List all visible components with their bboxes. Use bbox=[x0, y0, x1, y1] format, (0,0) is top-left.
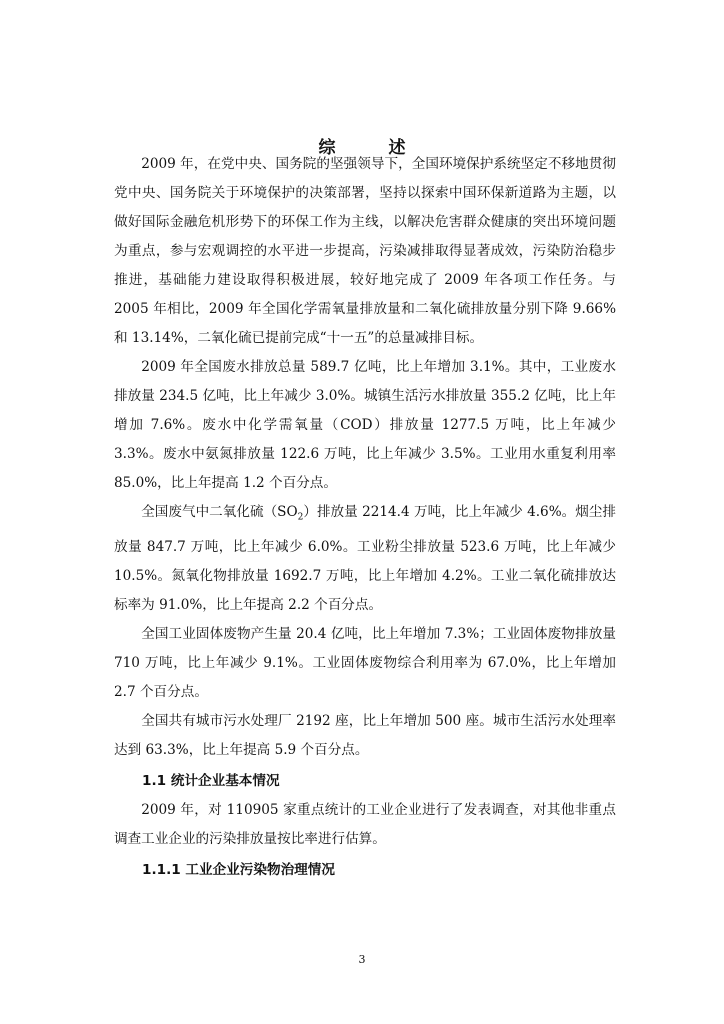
so2-text-before: 全国废气中二氧化硫（SO bbox=[141, 504, 298, 520]
paragraph-solid-waste: 全国工业固体废物产生量 20.4 亿吨，比上年增加 7.3%；工业固体废物排放量 710 万吨，比上年减少 9.1%。工业固体废物综合利用率为 67.0%，比上年增加 2.7 个百分点。 bbox=[114, 625, 616, 700]
paragraph-sewage-plants: 全国共有城市污水处理厂 2192 座，比上年增加 500 座。城市生活污水处理率达到 63.3%，比上年提高 5.9 个百分点。 bbox=[114, 712, 616, 758]
document-body bbox=[114, 150, 616, 885]
section-heading-1-1: 1.1 统计企业基本情况 bbox=[142, 772, 280, 789]
paragraph-waste-gas bbox=[114, 498, 616, 620]
so2-text-after: ）排放量 2214.4 万吨，比上年减少 4.6%。烟尘排放量 847.7 万吨，比上年减少 6.0%。工业粉尘排放量 523.6 万吨，比上年减少 10.5%。氮氧化物排放量 1692.7 万吨，比上年增加 4.2%。工业二氧化硫排放达标率为 91.0%，比上年提高 2.2 个百分点。 bbox=[114, 504, 616, 613]
paragraph-wastewater: 2009 年全国废水排放总量 589.7 亿吨，比上年增加 3.1%。其中，工业废水排放量 234.5 亿吨，比上年减少 3.0%。城镇生活污水排放量 355.2 亿吨，比上年增加 7.6%。废水中化学需氧量（COD）排放量 1277.5 万吨，比上年减少 3.3%。废水中氨氮排放量 122.6 万吨，比上年减少 3.5%。工业用水重复利用率 85.0%，比上年提高 1.2 个百分点。 bbox=[114, 359, 616, 491]
so2-subscript: 2 bbox=[297, 512, 304, 523]
paragraph-survey: 2009 年，对 110905 家重点统计的工业企业进行了发表调查，对其他非重点调查工业企业的污染排放量按比率进行估算。 bbox=[114, 801, 616, 847]
page-number: 3 bbox=[358, 953, 366, 966]
page-title: 综 述 bbox=[318, 138, 424, 158]
section-heading-1-1-1: 1.1.1 工业企业污染物治理情况 bbox=[142, 861, 335, 878]
paragraph-overview: 2009 年，在党中央、国务院的坚强领导下，全国环境保护系统坚定不移地贯彻党中央、国务院关于环境保护的决策部署，坚持以探索中国环保新道路为主题，以做好国际金融危机形势下的环保工作为主线，以解决危害群众健康的突出环境问题为重点，参与宏观调控的水平进一步提高，污染减排取得显著成效，污染防治稳步推进，基础能力建设取得积极进展，较好地完成了 2009 年各项工作任务。与 2005 年相比，2009 年全国化学需氧量排放量和二氧化硫排放量分别下降 9.66%和 13.14%，二氧化硫已提前完成“十一五”的总量减排目标。 bbox=[114, 156, 616, 346]
